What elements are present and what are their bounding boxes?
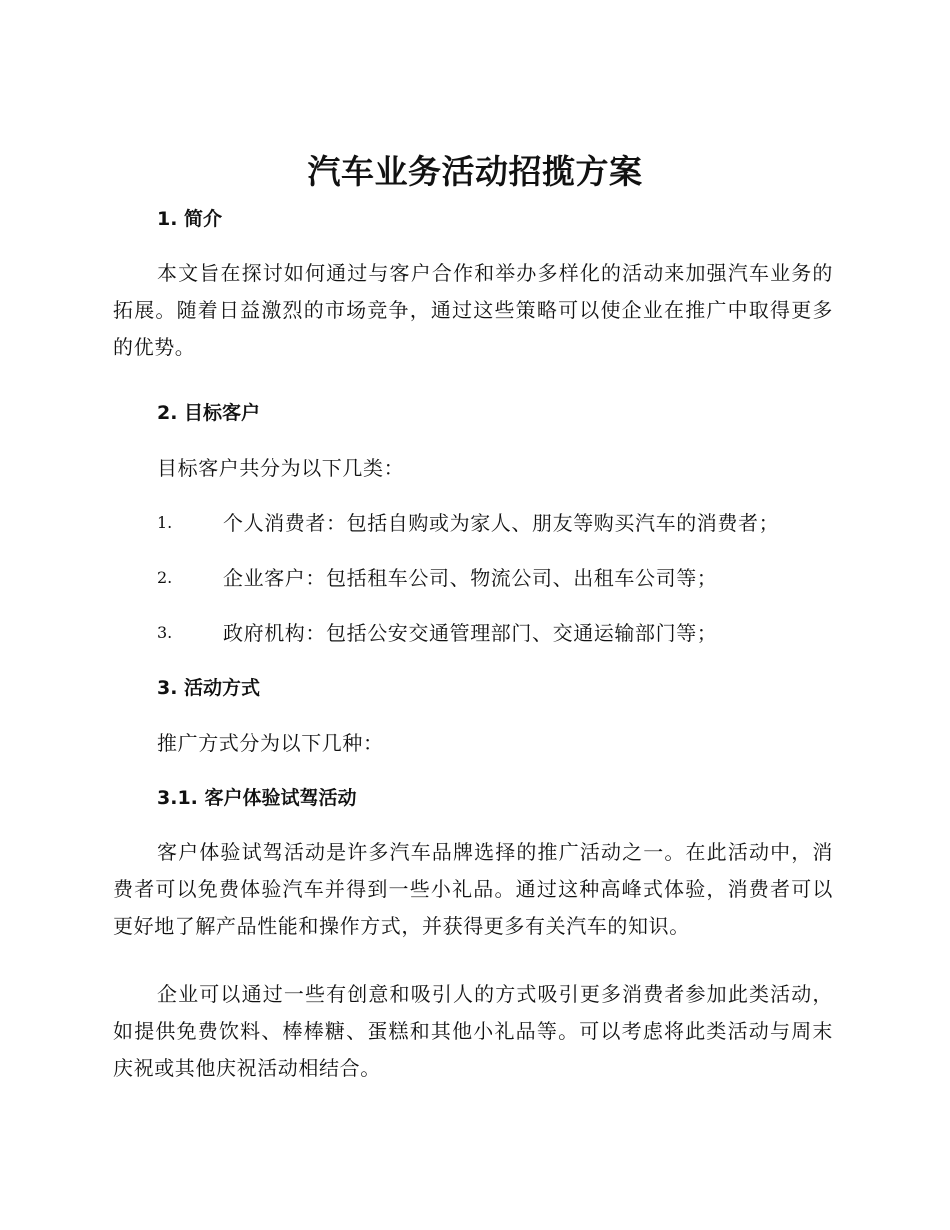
- introduction-paragraph: 本文旨在探讨如何通过与客户合作和举办多样化的活动来加强汽车业务的拓展。随着日益激烈的市场竞争，通过这些策略可以使企业在推广中取得更多的优势。: [113, 261, 833, 359]
- section-heading-activity-methods: 3. 活动方式: [157, 677, 261, 699]
- document-title: 汽车业务活动招揽方案: [307, 152, 643, 191]
- list-item-text: 政府机构：包括公安交通管理部门、交通运输部门等；: [223, 621, 718, 645]
- list-item-number: 3.: [157, 623, 173, 642]
- activity-methods-intro: 推广方式分为以下几种：: [157, 731, 384, 755]
- list-item-text: 个人消费者：包括自购或为家人、朋友等购买汽车的消费者；: [223, 511, 780, 535]
- section-heading-target-customers: 2. 目标客户: [157, 402, 261, 424]
- list-item-number: 2.: [157, 568, 173, 587]
- list-item-number: 1.: [157, 513, 173, 532]
- test-drive-paragraph-1: 客户体验试驾活动是许多汽车品牌选择的推广活动之一。在此活动中，消费者可以免费体验汽车并得到一些小礼品。通过这种高峰式体验，消费者可以更好地了解产品性能和操作方式，并获得更多有关汽车的知识。: [113, 840, 833, 938]
- target-customers-intro: 目标客户共分为以下几类：: [157, 456, 405, 480]
- section-heading-introduction: 1. 简介: [157, 208, 223, 230]
- list-item-text: 企业客户：包括租车公司、物流公司、出租车公司等；: [223, 566, 718, 590]
- subsection-heading-test-drive: 3.1. 客户体验试驾活动: [157, 787, 357, 809]
- test-drive-paragraph-2: 企业可以通过一些有创意和吸引人的方式吸引更多消费者参加此类活动，如提供免费饮料、棒棒糖、蛋糕和其他小礼品等。可以考虑将此类活动与周末庆祝或其他庆祝活动相结合。: [113, 982, 833, 1080]
